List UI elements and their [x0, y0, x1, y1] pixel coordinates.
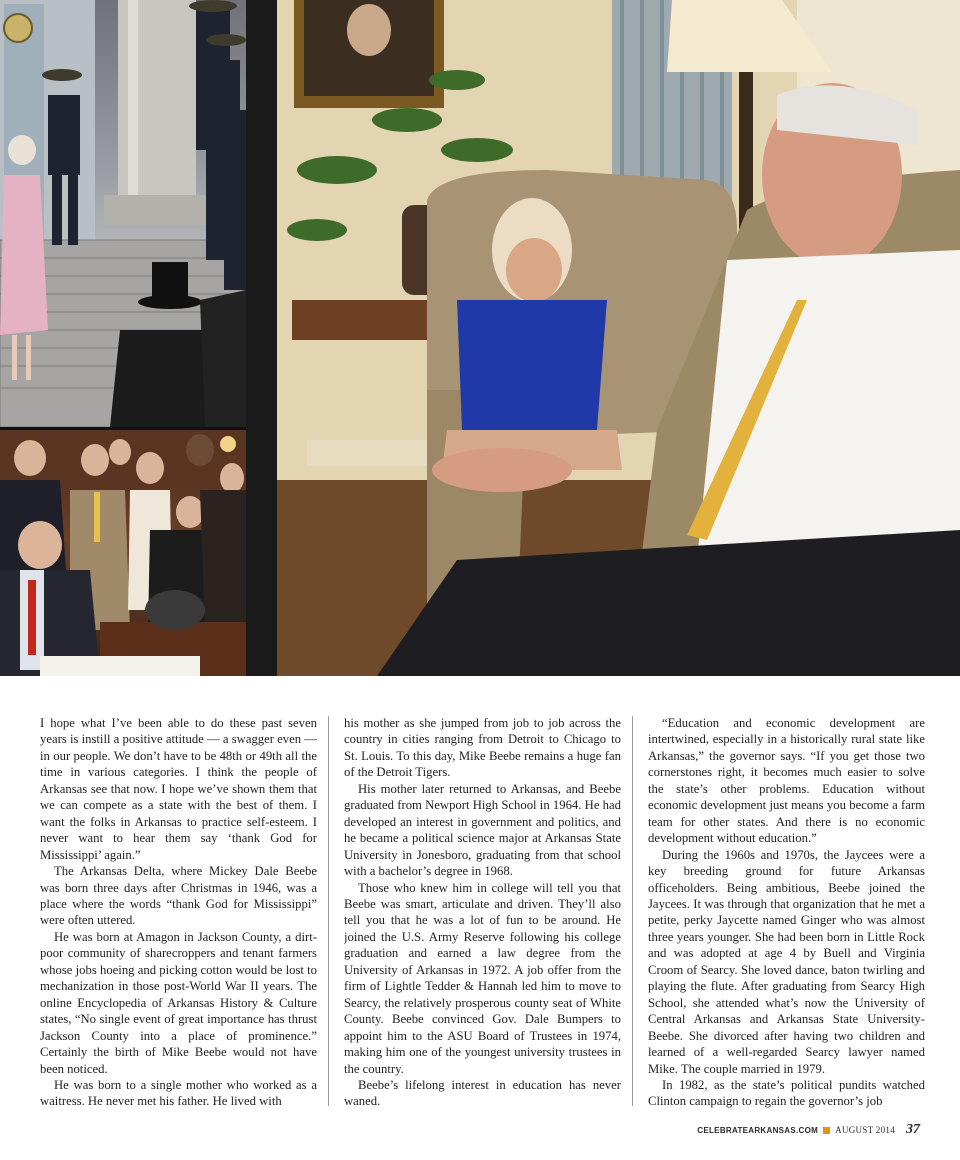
footer-issue-date: AUGUST 2014: [835, 1125, 895, 1135]
paragraph: His mother later returned to Arkansas, and Beebe graduated from Newport High School in 1964. He had developed an interest in government and politics, and he became a political science major at Arkansas State University in Jonesboro, graduating from that school with a bachelor’s degree in 1968.: [344, 781, 621, 879]
interview-illustration: [277, 0, 960, 676]
paragraph: He was born to a single mother who worked as a waitress. He never met his father. He lived with: [40, 1077, 317, 1109]
article-column-3: [648, 715, 925, 1115]
capitol-steps-illustration: [0, 0, 246, 427]
article-column-2: [344, 715, 621, 1115]
article-column-1: [40, 715, 317, 1115]
paragraph: Beebe’s lifelong interest in education has never waned.: [344, 1077, 621, 1109]
page-footer: [697, 1121, 920, 1139]
bill-signing-illustration: [0, 430, 246, 676]
footer-website: CELEBRATEARKANSAS.COM: [697, 1125, 819, 1135]
photo-divider: [246, 0, 277, 676]
paragraph: I hope what I’ve been able to do these past seven years is instill a positive attitude — a swagger even — in our people. We don’t have to be 48th or 49th all the time in various categories. I think the people of Arkansas see that now. I hope we’ve shown them that we can compete as a state with the best of them. I want the folks in Arkansas to practice self-esteem. I never want to hear them say ‘thank God for Mississippi’ again.”: [40, 716, 317, 862]
paragraph: The Arkansas Delta, where Mickey Dale Beebe was born three days after Christmas in 1946, was a place where the words “thank God for Mississippi” were often uttered.: [40, 864, 317, 928]
page-number: 37: [906, 1122, 920, 1137]
paragraph: Those who knew him in college will tell you that Beebe was smart, articulate and driven. They’ll also tell you that he was a lot of fun to be around. He joined the U.S. Army Reserve following his college graduation and earned a law degree from the University of Arkansas in 1972. A job offer from the firm of Lightle Tedder & Hannah led him to move to Searcy, the relatively prosperous county seat of White County. Beebe convinced Gov. Dale Bumpers to appoint him to the ASU Board of Trustees in 1974, making him one of the youngest university trustees in the country.: [344, 880, 621, 1076]
paragraph: “Education and economic development are intertwined, especially in a historically rural state like Arkansas,” the governor says. “If you get those two cornerstones right, it becomes much easier to solve the state’s other problems. Education without economic development just means you become a farm team for other states. And there is no economic development without education.”: [648, 716, 925, 846]
bill-signing-photo: [0, 430, 246, 676]
footer-square-icon: [823, 1127, 830, 1134]
paragraph: his mother as she jumped from job to job across the country in cities ranging from Detroit to Chicago to St. Louis. To this day, Mike Beebe remains a huge fan of the Detroit Tigers.: [344, 716, 621, 780]
interview-photo: [277, 0, 960, 676]
paragraph: In 1982, as the state’s political pundits watched Clinton campaign to regain the governor’s job: [648, 1077, 925, 1109]
column-divider: [328, 716, 329, 1106]
paragraph: During the 1960s and 1970s, the Jaycees were a key breeding ground for future Arkansas officeholders. Being ambitious, Beebe joined the Jaycees. It was through that organization that he met a petite, perky Jaycette named Ginger who was almost three years younger. She had been born in Little Rock and was adopted at age 4 by Buell and Virginia Croom of Searcy. She loved dance, baton twirling and playing the flute. After graduating from Searcy High School, she attended what’s now the University of Central Arkansas and Arkansas State University-Beebe. She divorced after having two children and learned of a well-regarded Searcy lawyer named Mike. The couple married in 1979.: [648, 847, 925, 1076]
paragraph: He was born at Amagon in Jackson County, a dirt-poor community of sharecroppers and tenant farmers whose jobs hoeing and picking cotton would be lost to mechanization in those post-World War II years. The online Encyclopedia of Arkansas History & Culture states, “No single event of great importance has thrust Jackson County into a place of prominence.” Certainly the birth of Mike Beebe would not have been noticed.: [40, 929, 317, 1076]
column-divider: [632, 716, 633, 1106]
capitol-steps-photo: [0, 0, 246, 427]
